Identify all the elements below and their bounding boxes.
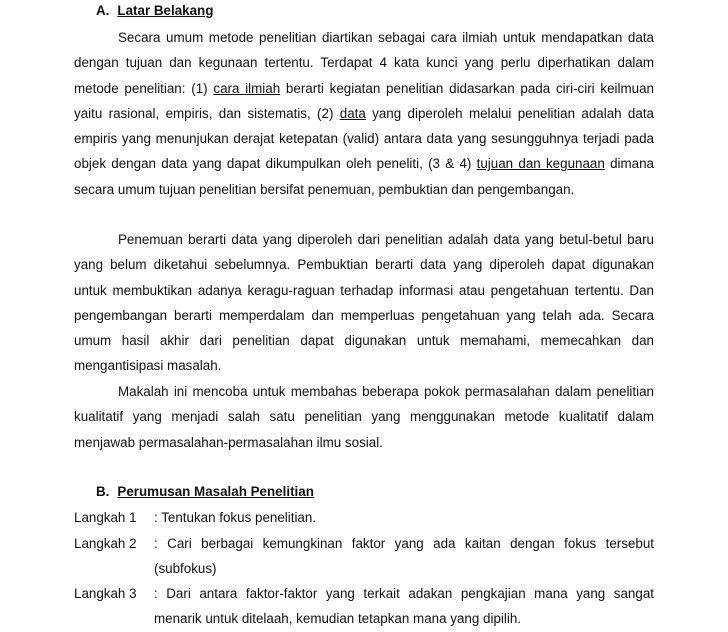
section-a-letter: A. xyxy=(96,3,110,18)
section-a-paragraph-1 xyxy=(74,25,654,202)
section-b-letter: B. xyxy=(96,484,110,499)
section-b-heading xyxy=(96,484,314,499)
paragraph-text: yang diperoleh melalui penelitian adalah data empiris yang menunjukan derajat ketepatan (valid) antara data yang sesungguhnya terjadi pada objek dengan data yang dapat dikumpulkan oleh peneliti, (3 & 4) xyxy=(74,105,654,172)
section-b-title: Perumusan Masalah Penelitian xyxy=(117,484,314,499)
keyword-tujuan-dan-kegunaan: tujuan dan kegunaan xyxy=(476,156,605,172)
step-description: : Tentukan fokus penelitian. xyxy=(154,510,317,525)
step-1 xyxy=(74,505,654,530)
step-description: : Dari antara faktor-faktor yang terkait adakan pengkajian mana yang sangat menarik untuk ditelaah, kemudian tetapkan mana yang dipilih. xyxy=(154,586,654,627)
paragraph-text: berarti kegiatan penelitian didasarkan pada ciri-ciri keilmuan yaitu rasional, empiris, dan sistematis, (2) xyxy=(74,80,654,121)
step-description: : Cari berbagai kemungkinan faktor yang ada kaitan dengan fokus tersebut (subfokus) xyxy=(154,536,654,577)
paragraph-text: dimana secara umum tujuan penelitian bersifat penemuan, pembuktian dan pengembangan. xyxy=(74,156,654,197)
section-a-paragraph-2: Penemuan berarti data yang diperoleh dari penelitian adalah data yang betul-betul baru yang belum diketahui sebelumnya. Pembuktian berarti data yang diperoleh dapat digunakan untuk membuktikan adanya keragu-raguan terhadap informasi atau pengetahuan tertentu. Dan pengembangan berarti memperdalam dan memperluas pengetahuan yang telah ada. Secara umum hasil akhir dari penelitian dapat digunakan untuk memahami, memecahkan dan mengantisipasi masalah. xyxy=(74,232,654,374)
step-3 xyxy=(74,581,654,632)
step-2 xyxy=(74,531,654,582)
section-a-title: Latar Belakang xyxy=(117,3,214,18)
step-label: Langkah 3 xyxy=(74,586,137,601)
section-a-heading xyxy=(96,3,213,18)
keyword-cara-ilmiah: cara ilmiah xyxy=(213,80,281,96)
paragraph-text: Secara umum metode penelitian diartikan sebagai cara ilmiah untuk mendapatkan data dengan tujuan dan kegunaan tertentu. Terdapat 4 kata kunci yang perlu diperhatikan dalam metode penelitian: (1) xyxy=(74,30,654,96)
step-label: Langkah 1 xyxy=(74,510,137,525)
step-label: Langkah 2 xyxy=(74,536,137,551)
keyword-data: data xyxy=(339,105,366,121)
section-a-paragraph-3: Makalah ini mencoba untuk membahas beberapa pokok permasalahan dalam penelitian kualitatif yang menjadi salah satu penelitian yang menggunakan metode kualitatif dalam menjawab permasalahan-permasalahan ilmu sosial. xyxy=(74,384,654,450)
